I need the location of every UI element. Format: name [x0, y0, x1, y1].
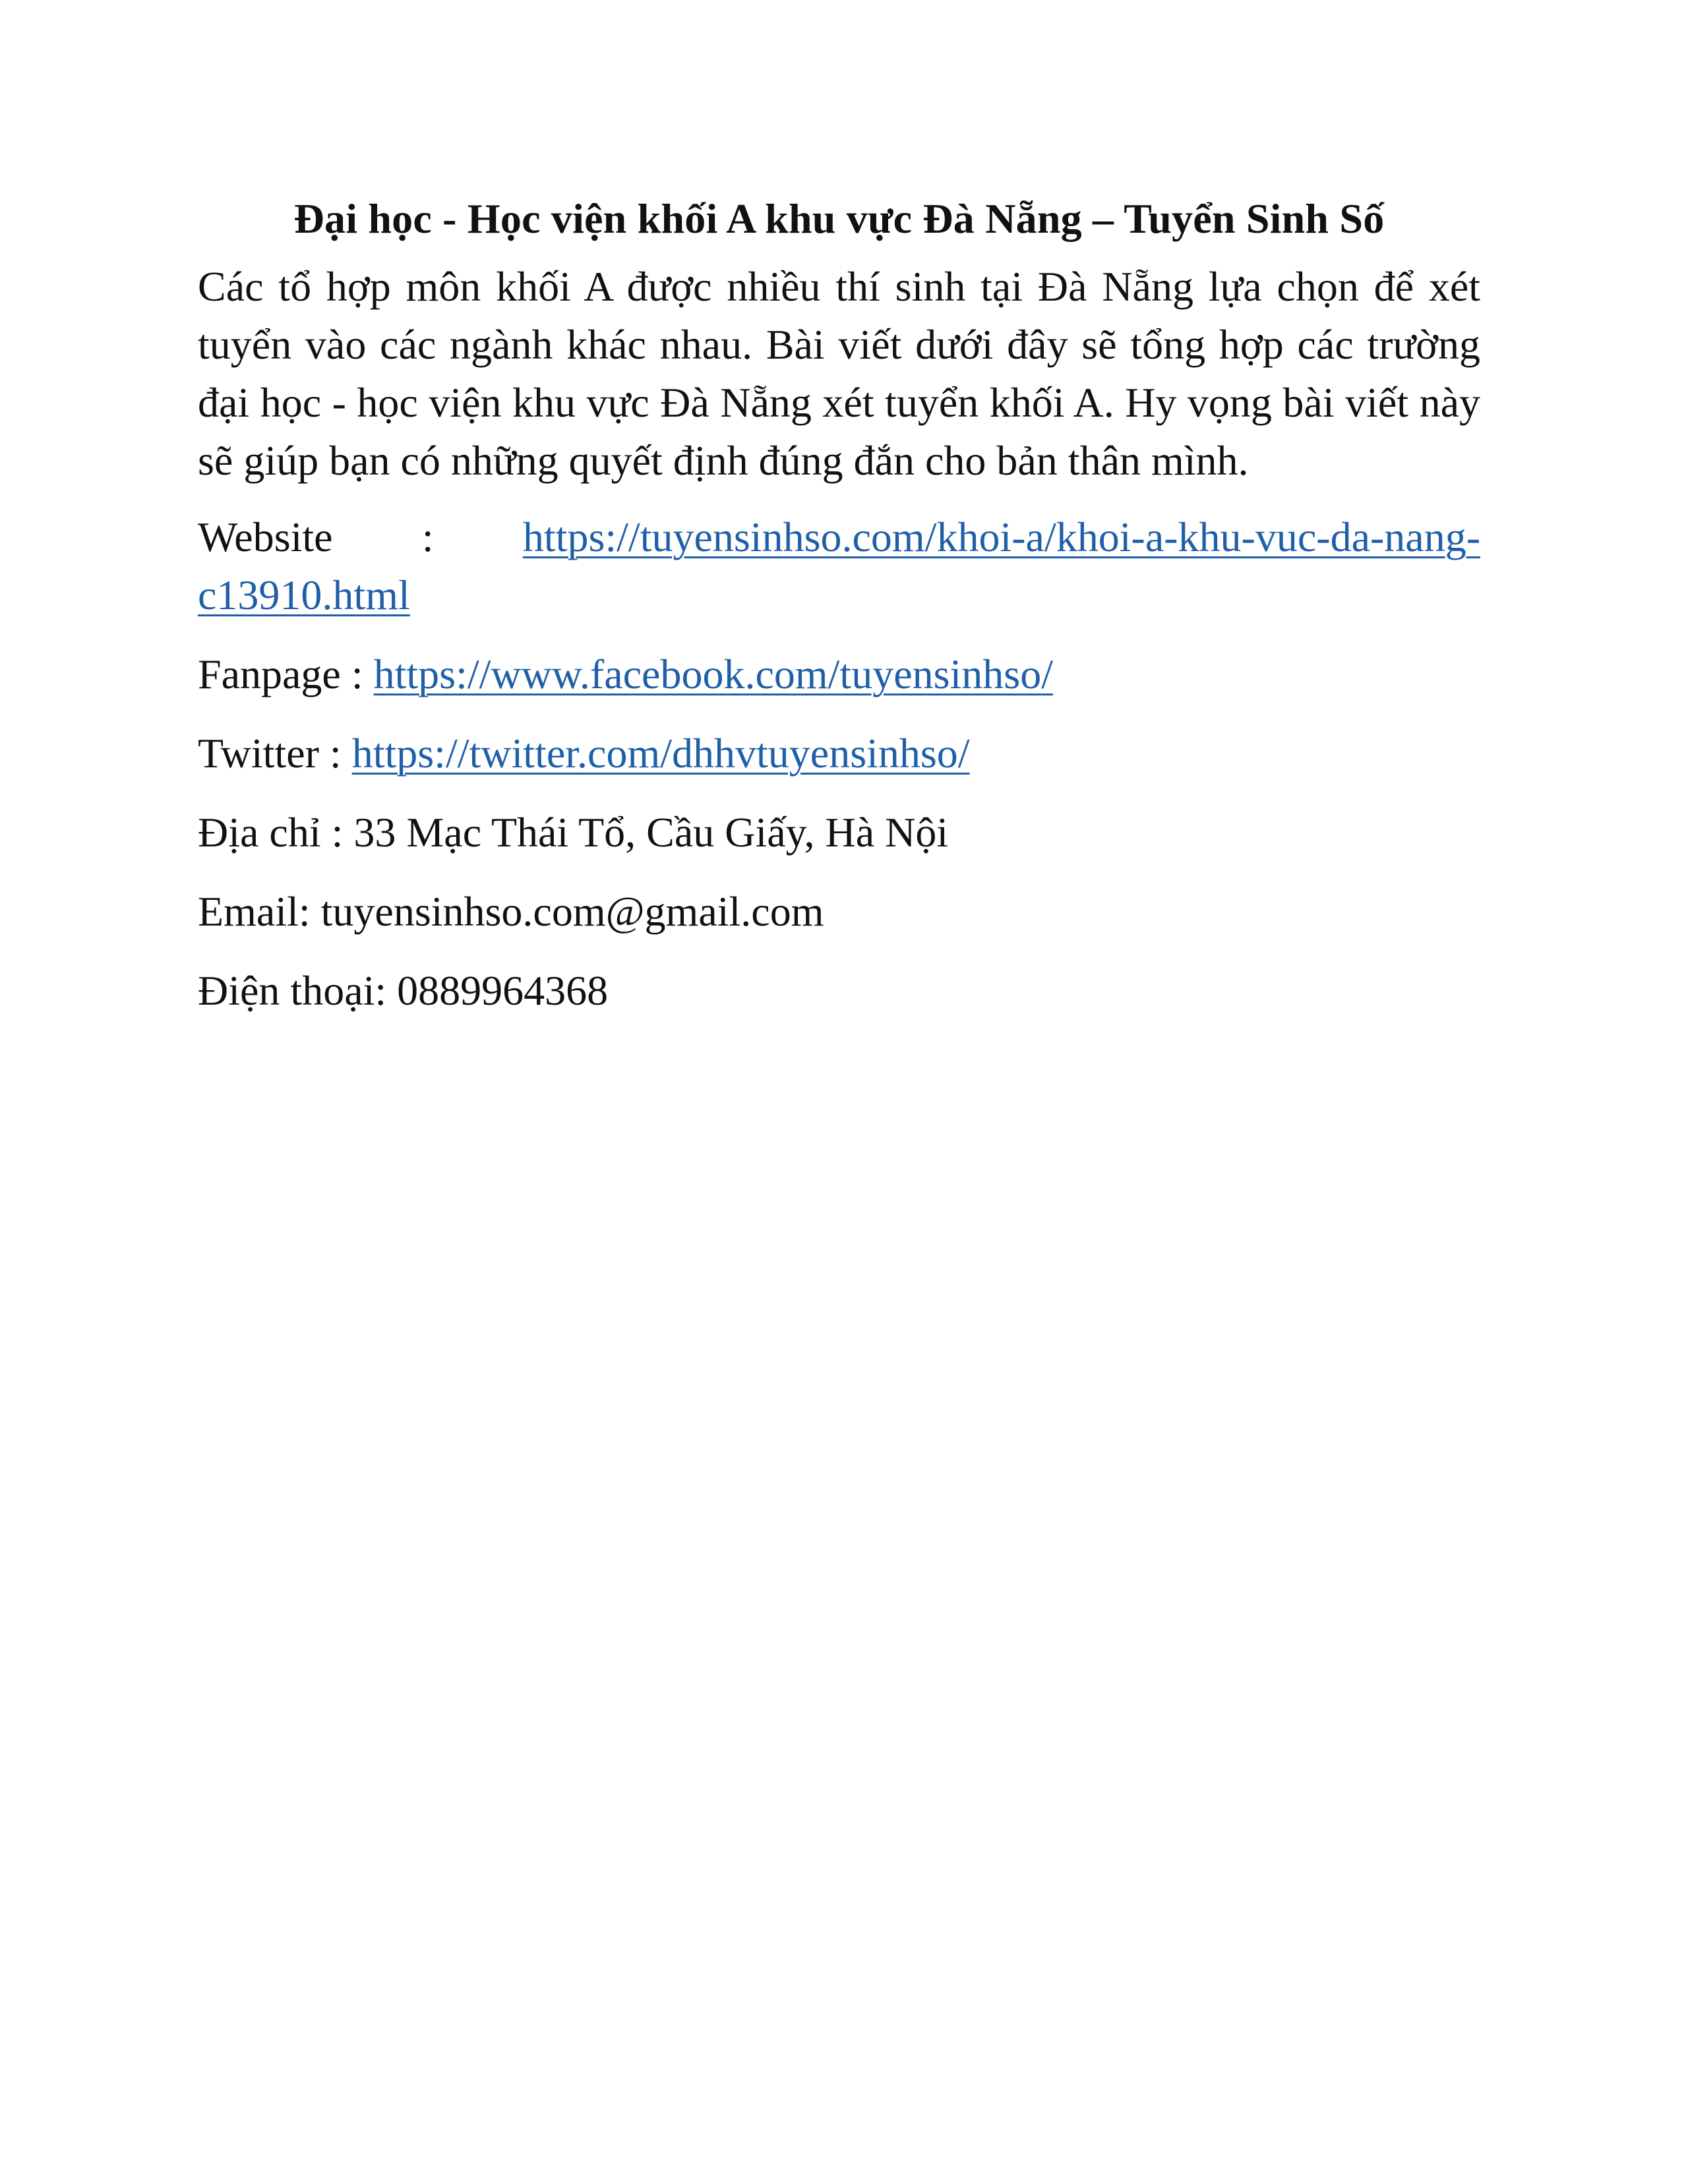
document-title: Đại học - Học viện khối A khu vực Đà Nẵng – Tuyển Sinh Số: [293, 195, 1385, 242]
website-link[interactable]: https://tuyensinhso.com/khoi-a/khoi-a-khu-vuc-da-nang-c13910.html: [198, 514, 1480, 619]
twitter-link[interactable]: https://twitter.com/dhhvtuyensinhso/: [351, 730, 970, 777]
fanpage-label: Fanpage: [198, 651, 341, 698]
twitter-separator: :: [318, 730, 352, 777]
fanpage-line: [198, 645, 1480, 703]
website-separator: :: [332, 514, 523, 561]
document-content: [198, 191, 1480, 1041]
intro-paragraph: Các tổ hợp môn khối A được nhiều thí sinh tại Đà Nẵng lựa chọn để xét tuyển vào các ngành khác nhau. Bài viết dưới đây sẽ tổng hợp các trường đại học - học viện khu vực Đà Nẵng xét tuyển khối A. Hy vọng bài viết này sẽ giúp bạn có những quyết định đúng đắn cho bản thân mình.: [198, 263, 1480, 485]
website-label: Website: [198, 514, 333, 561]
website-line: [198, 508, 1480, 624]
twitter-label: Twitter: [198, 730, 319, 777]
fanpage-link[interactable]: https://www.facebook.com/tuyensinhso/: [373, 651, 1053, 698]
address-line: Địa chỉ : 33 Mạc Thái Tổ, Cầu Giấy, Hà Nội: [198, 809, 949, 856]
phone-line: Điện thoại: 0889964368: [198, 967, 609, 1015]
email-line: Email: tuyensinhso.com@gmail.com: [198, 888, 824, 935]
twitter-line: [198, 724, 1480, 782]
fanpage-separator: :: [340, 651, 374, 698]
